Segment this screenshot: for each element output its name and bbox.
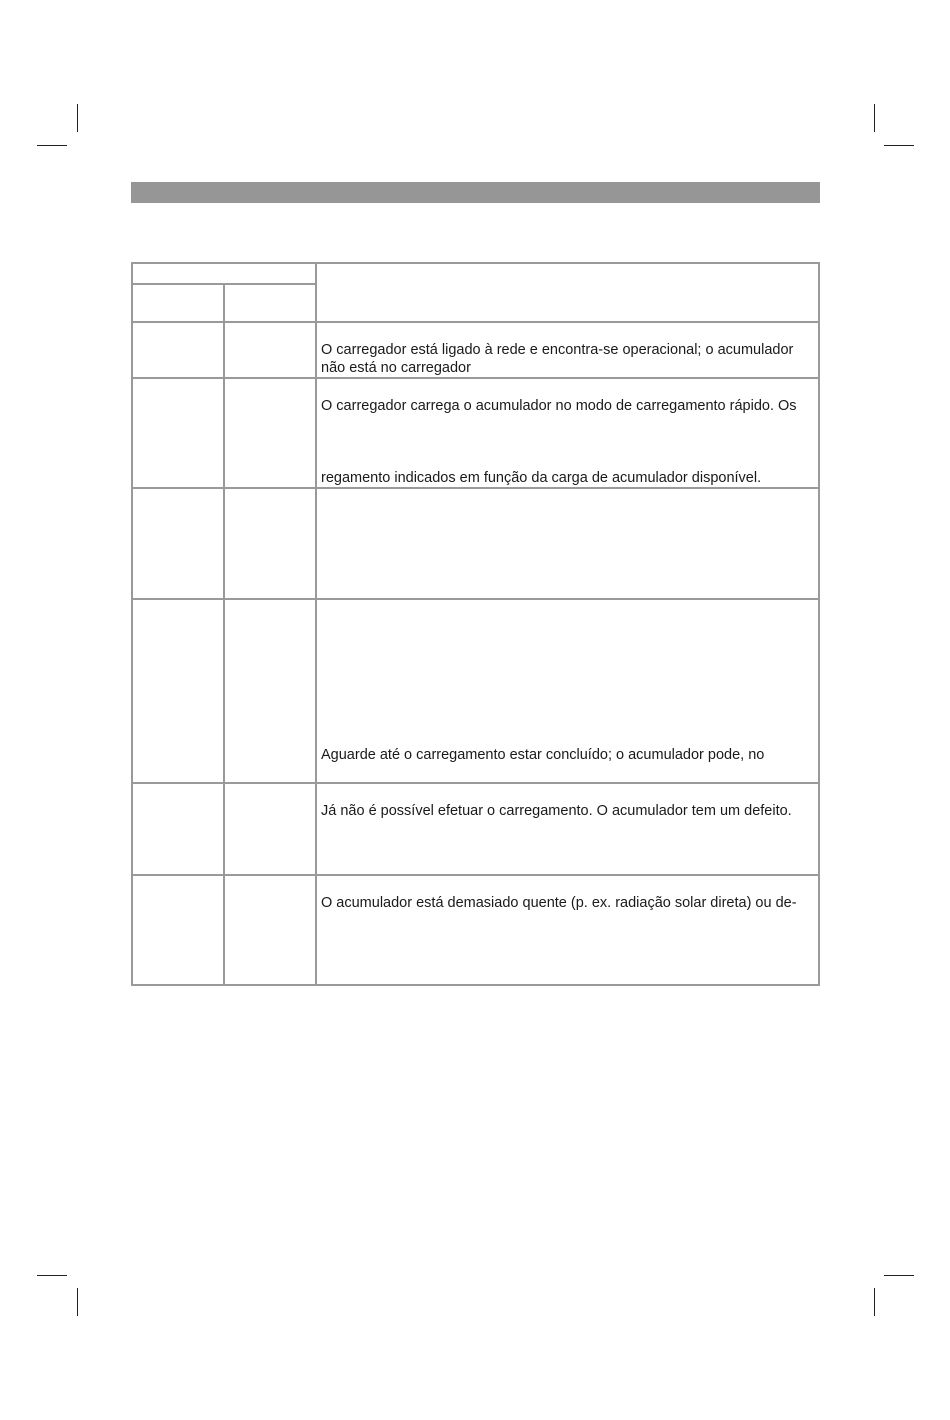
description-line: Já não é possível efetuar o carregamento. O acumulador tem um defeito. bbox=[321, 803, 792, 819]
led-red-cell bbox=[132, 875, 224, 985]
crop-mark-top-right-horizontal bbox=[884, 145, 914, 146]
status-table bbox=[131, 262, 820, 986]
description-cell bbox=[316, 488, 819, 599]
description-cell bbox=[316, 875, 819, 985]
description-line: O acumulador está demasiado quente (p. ex. radiação solar direta) ou de- bbox=[321, 895, 797, 911]
led-green-cell bbox=[224, 378, 316, 488]
led-green-cell bbox=[224, 322, 316, 378]
led-green-cell bbox=[224, 599, 316, 783]
crop-mark-bottom-left-vertical bbox=[77, 1288, 78, 1316]
table-row bbox=[132, 875, 819, 985]
led-red-cell bbox=[132, 322, 224, 378]
led-green-cell bbox=[224, 875, 316, 985]
crop-mark-top-left-horizontal bbox=[37, 145, 67, 146]
table-row bbox=[132, 783, 819, 875]
description-cell bbox=[316, 322, 819, 378]
crop-mark-top-right-vertical bbox=[874, 104, 875, 132]
description-line: O carregador está ligado à rede e encontra-se operacional; o acumulador bbox=[321, 342, 794, 358]
led-red-cell bbox=[132, 783, 224, 875]
crop-mark-bottom-left-horizontal bbox=[37, 1275, 67, 1276]
led-green-header-cell bbox=[224, 284, 316, 322]
description-line: não está no carregador bbox=[321, 360, 471, 376]
description-cell bbox=[316, 599, 819, 783]
led-green-cell bbox=[224, 488, 316, 599]
led-red-header-cell bbox=[132, 284, 224, 322]
description-cell bbox=[316, 378, 819, 488]
meaning-header-cell bbox=[316, 263, 819, 322]
led-red-cell bbox=[132, 599, 224, 783]
led-green-cell bbox=[224, 783, 316, 875]
table-row bbox=[132, 378, 819, 488]
led-red-cell bbox=[132, 488, 224, 599]
display-header-cell bbox=[132, 263, 316, 284]
description-line: Aguarde até o carregamento estar concluído; o acumulador pode, no bbox=[321, 747, 765, 763]
crop-mark-bottom-right-horizontal bbox=[884, 1275, 914, 1276]
led-red-cell bbox=[132, 378, 224, 488]
description-cell bbox=[316, 783, 819, 875]
table-row bbox=[132, 322, 819, 378]
section-header-bar bbox=[131, 182, 820, 203]
description-line: regamento indicados em função da carga de acumulador disponível. bbox=[321, 470, 762, 486]
table-row bbox=[132, 599, 819, 783]
description-line: O carregador carrega o acumulador no modo de carregamento rápido. Os bbox=[321, 398, 797, 414]
table-row bbox=[132, 488, 819, 599]
crop-mark-top-left-vertical bbox=[77, 104, 78, 132]
crop-mark-bottom-right-vertical bbox=[874, 1288, 875, 1316]
